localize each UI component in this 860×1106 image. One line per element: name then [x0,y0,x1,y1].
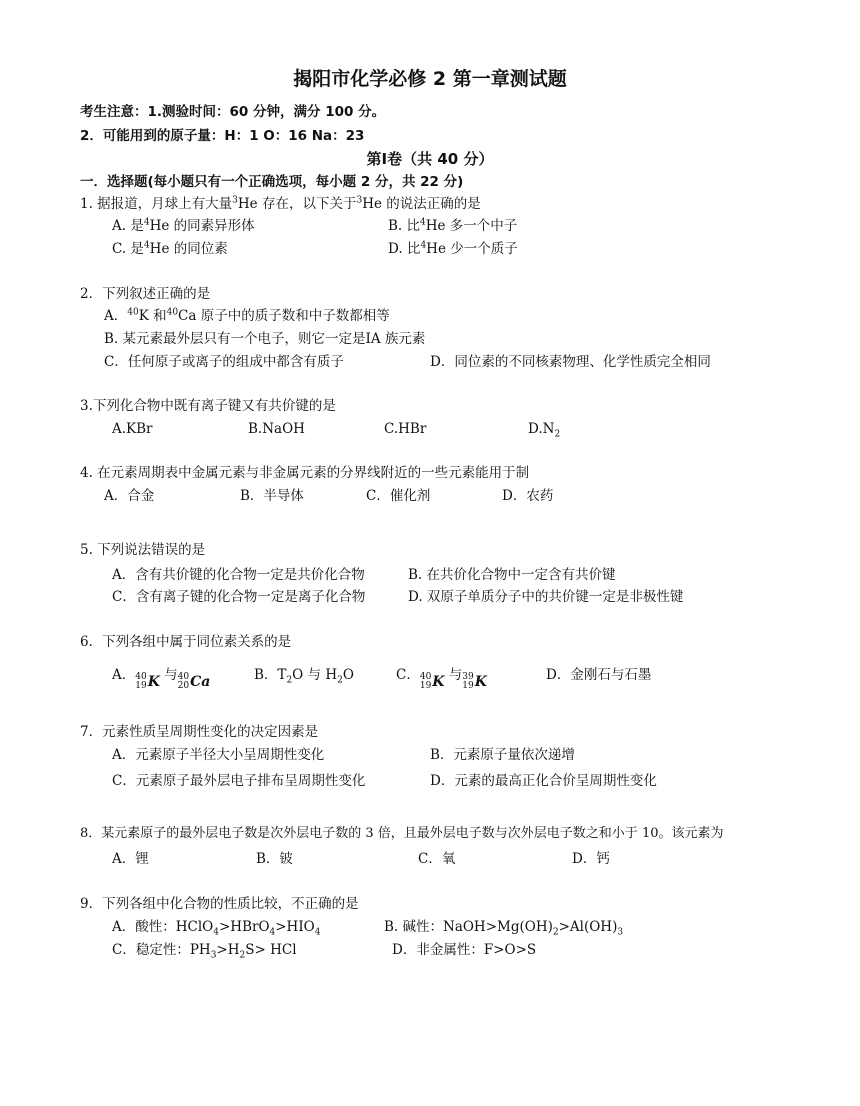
question-5-option-a: A．含有共价键的化合物一定是共价化合物 [112,567,365,583]
question-9-option-d: D．非金属性：F>O>S [392,942,537,958]
question-7-option-b: B．元素原子量依次递增 [430,747,575,763]
question-7-option-c: C．元素原子最外层电子排布呈周期性变化 [112,773,366,789]
question-4-option-b: B．半导体 [240,488,304,504]
notice-line1: 考生注意：1.测验时间：60 分钟，满分 100 分。 [80,104,386,120]
question-4-option-c: C．催化剂 [366,488,431,504]
question-2-option-c: C．任何原子或离子的组成中都含有质子 [104,354,344,370]
question-9-stem: 9．下列各组中化合物的性质比较，不正确的是 [80,896,359,912]
question-2-stem: 2．下列叙述正确的是 [80,286,211,302]
question-1-option-c: C. 是$^4$He 的同位素 [112,240,228,257]
question-8-option-c: C．氧 [418,851,456,867]
question-9-option-b: B. 碱性：$NaOH>Mg(OH)_2>Al(OH)_3$ [384,919,624,938]
question-4-stem: 4. 在元素周期表中金属元素与非金属元素的分界线附近的一些元素能用于制 [80,465,530,481]
question-2-option-a: A．$^{40}$K 和$^{40}$Ca 原子中的质子数和中子数都相等 [104,307,390,324]
question-1-option-b: B. 比$^4$He 多一个中子 [388,217,518,234]
part-title: 一．选择题(每小题只有一个正确选项，每小题 2 分，共 22 分) [80,174,464,190]
question-9-option-c: C．稳定性：$PH_3>H_2S>$ HCl [112,942,297,961]
question-3-stem: 3.下列化合物中既有离子键又有共价键的是 [80,398,336,414]
question-8-option-a: A．锂 [112,851,149,867]
question-1-option-d: D. 比$^4$He 少一个质子 [388,240,518,257]
question-6-option-a: A． 40 19 K 与 40 20 Ca [112,667,211,691]
question-5-option-c: C．含有离子键的化合物一定是离子化合物 [112,589,366,605]
page-title: 揭阳市化学必修 2 第一章测试题 [293,68,567,90]
question-8-stem: 8．某元素原子的最外层电子数是次外层电子数的 3 倍，且最外层电子数与次外层电子数之和小于 10。该元素为 [80,826,724,841]
question-7-option-a: A．元素原子半径大小呈周期性变化 [112,747,325,763]
question-3-option-d: $D.N_2$ [528,421,561,440]
question-2-option-b: B. 某元素最外层只有一个电子，则它一定是ⅠA 族元素 [104,331,426,347]
question-5-option-d: D. 双原子单质分子中的共价键一定是非极性键 [408,589,684,605]
question-1-stem: 1. 据报道，月球上有大量$^3$He 存在，以下关于$^3$He 的说法正确的是 [80,195,481,212]
question-3-option-a: A.KBr [112,421,153,437]
question-6-option-b: B．$T_2O$ 与 $H_2O$ [254,667,354,686]
question-7-stem: 7．元素性质呈周期性变化的决定因素是 [80,724,319,740]
question-3-option-c: C.HBr [384,421,427,437]
question-9-option-a: A．酸性：$HClO_4>HBrO_4>HIO_4$ [112,919,321,938]
question-3-option-b: B.NaOH [248,421,305,437]
question-5-option-b: B. 在共价化合物中一定含有共价键 [408,567,616,583]
section-title: 第Ⅰ卷（共 40 分） [366,150,494,168]
question-6-option-c: C． 40 19 K 与 39 19 K [396,667,487,691]
question-8-option-b: B．铍 [256,851,293,867]
question-2-option-d: D．同位素的不同核素物理、化学性质完全相同 [430,354,711,370]
question-7-option-d: D．元素的最高正化合价呈周期性变化 [430,773,657,789]
question-8-option-d: D．钙 [572,851,610,867]
question-6-option-d: D．金刚石与石墨 [546,667,652,683]
question-6-stem: 6．下列各组中属于同位素关系的是 [80,634,292,650]
notice-line2: 2．可能用到的原子量：H：1 O：16 Na：23 [80,128,365,144]
question-4-option-a: A．合金 [104,488,155,504]
question-4-option-d: D．农药 [502,488,554,504]
question-1-option-a: A. 是$^4$He 的同素异形体 [112,217,255,234]
question-5-stem: 5. 下列说法错误的是 [80,542,206,558]
